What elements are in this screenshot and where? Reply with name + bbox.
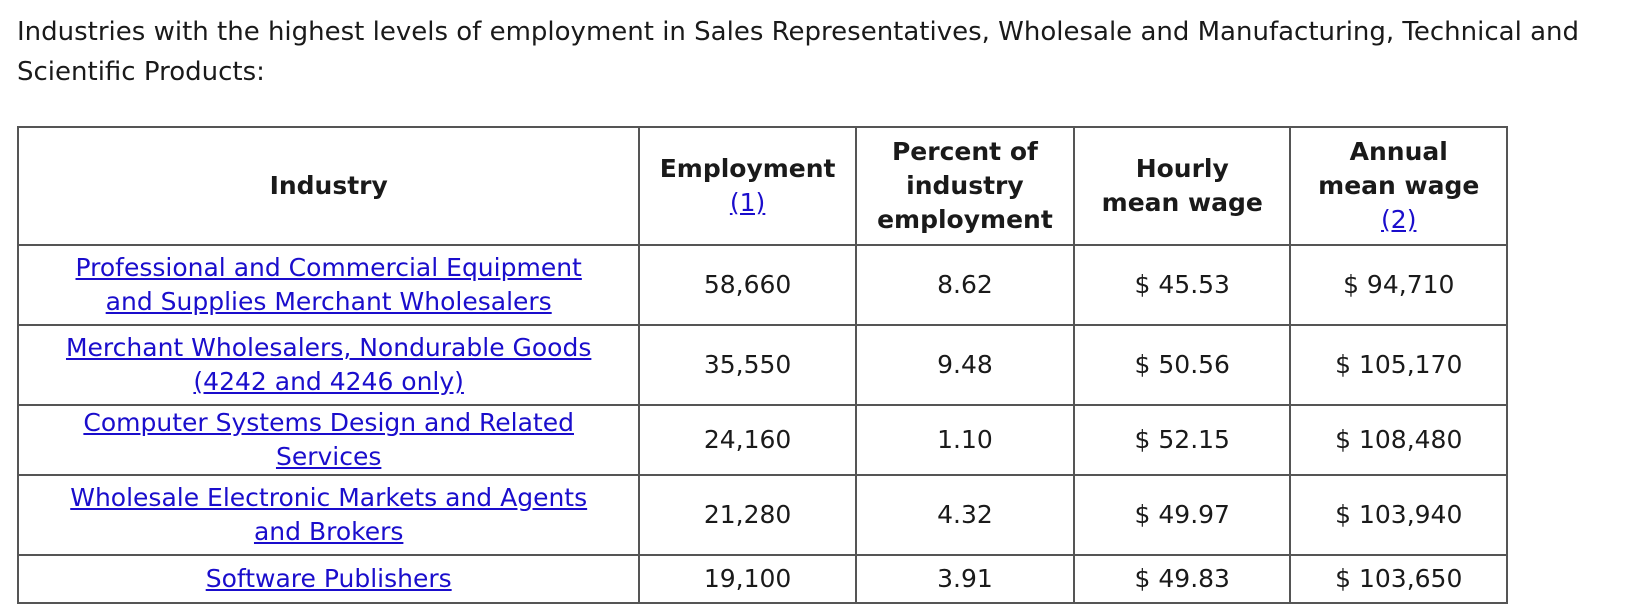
header-annual-label: Annual mean wage: [1318, 137, 1480, 200]
cell-annual: $ 108,480: [1290, 405, 1507, 475]
table-header-row: [18, 127, 1507, 245]
cell-annual: $ 103,650: [1290, 555, 1507, 603]
table-row: [18, 245, 1507, 325]
header-annual: [1290, 127, 1507, 245]
header-industry: [18, 127, 639, 245]
header-employment-label: Employment: [659, 154, 836, 183]
cell-industry: [18, 405, 639, 475]
header-percent: [856, 127, 1074, 245]
cell-percent: 1.10: [856, 405, 1074, 475]
cell-employment: 35,550: [639, 325, 855, 405]
cell-hourly: $ 50.56: [1074, 325, 1290, 405]
cell-annual: $ 105,170: [1290, 325, 1507, 405]
cell-employment: 19,100: [639, 555, 855, 603]
cell-percent: 8.62: [856, 245, 1074, 325]
footnote-1-link[interactable]: (1): [729, 188, 766, 217]
industry-link[interactable]: Professional and Commercial Equipment and Supplies Merchant Wholesalers: [75, 253, 582, 316]
cell-employment: 58,660: [639, 245, 855, 325]
industry-link[interactable]: Software Publishers: [205, 564, 452, 593]
industry-link[interactable]: Wholesale Electronic Markets and Agents and Brokers: [70, 483, 588, 546]
cell-percent: 9.48: [856, 325, 1074, 405]
cell-annual: $ 94,710: [1290, 245, 1507, 325]
table-row: [18, 325, 1507, 405]
footnote-2-link[interactable]: (2): [1381, 205, 1417, 234]
cell-industry: [18, 555, 639, 603]
cell-hourly: $ 49.97: [1074, 475, 1290, 555]
intro-text: Industries with the highest levels of employment in Sales Representatives, Wholesale and Manufacturing, Technical and Scientific Products:: [17, 17, 1579, 87]
industries-table: [17, 126, 1508, 604]
cell-percent: 3.91: [856, 555, 1074, 603]
industry-link[interactable]: Computer Systems Design and Related Services: [83, 408, 574, 471]
cell-annual: $ 103,940: [1290, 475, 1507, 555]
header-industry-label: Industry: [269, 171, 388, 200]
cell-hourly: $ 45.53: [1074, 245, 1290, 325]
cell-percent: 4.32: [856, 475, 1074, 555]
industry-link[interactable]: Merchant Wholesalers, Nondurable Goods (4242 and 4246 only): [65, 333, 592, 396]
header-hourly-label: Hourly mean wage: [1101, 154, 1263, 217]
header-hourly: [1074, 127, 1290, 245]
table-row: [18, 475, 1507, 555]
header-employment: [639, 127, 855, 245]
cell-hourly: $ 49.83: [1074, 555, 1290, 603]
cell-industry: [18, 325, 639, 405]
header-percent-label: Percent of industry employment: [877, 137, 1053, 234]
cell-employment: 21,280: [639, 475, 855, 555]
table-row: [18, 405, 1507, 475]
cell-hourly: $ 52.15: [1074, 405, 1290, 475]
cell-employment: 24,160: [639, 405, 855, 475]
cell-industry: [18, 475, 639, 555]
cell-industry: [18, 245, 639, 325]
table-row: [18, 555, 1507, 603]
